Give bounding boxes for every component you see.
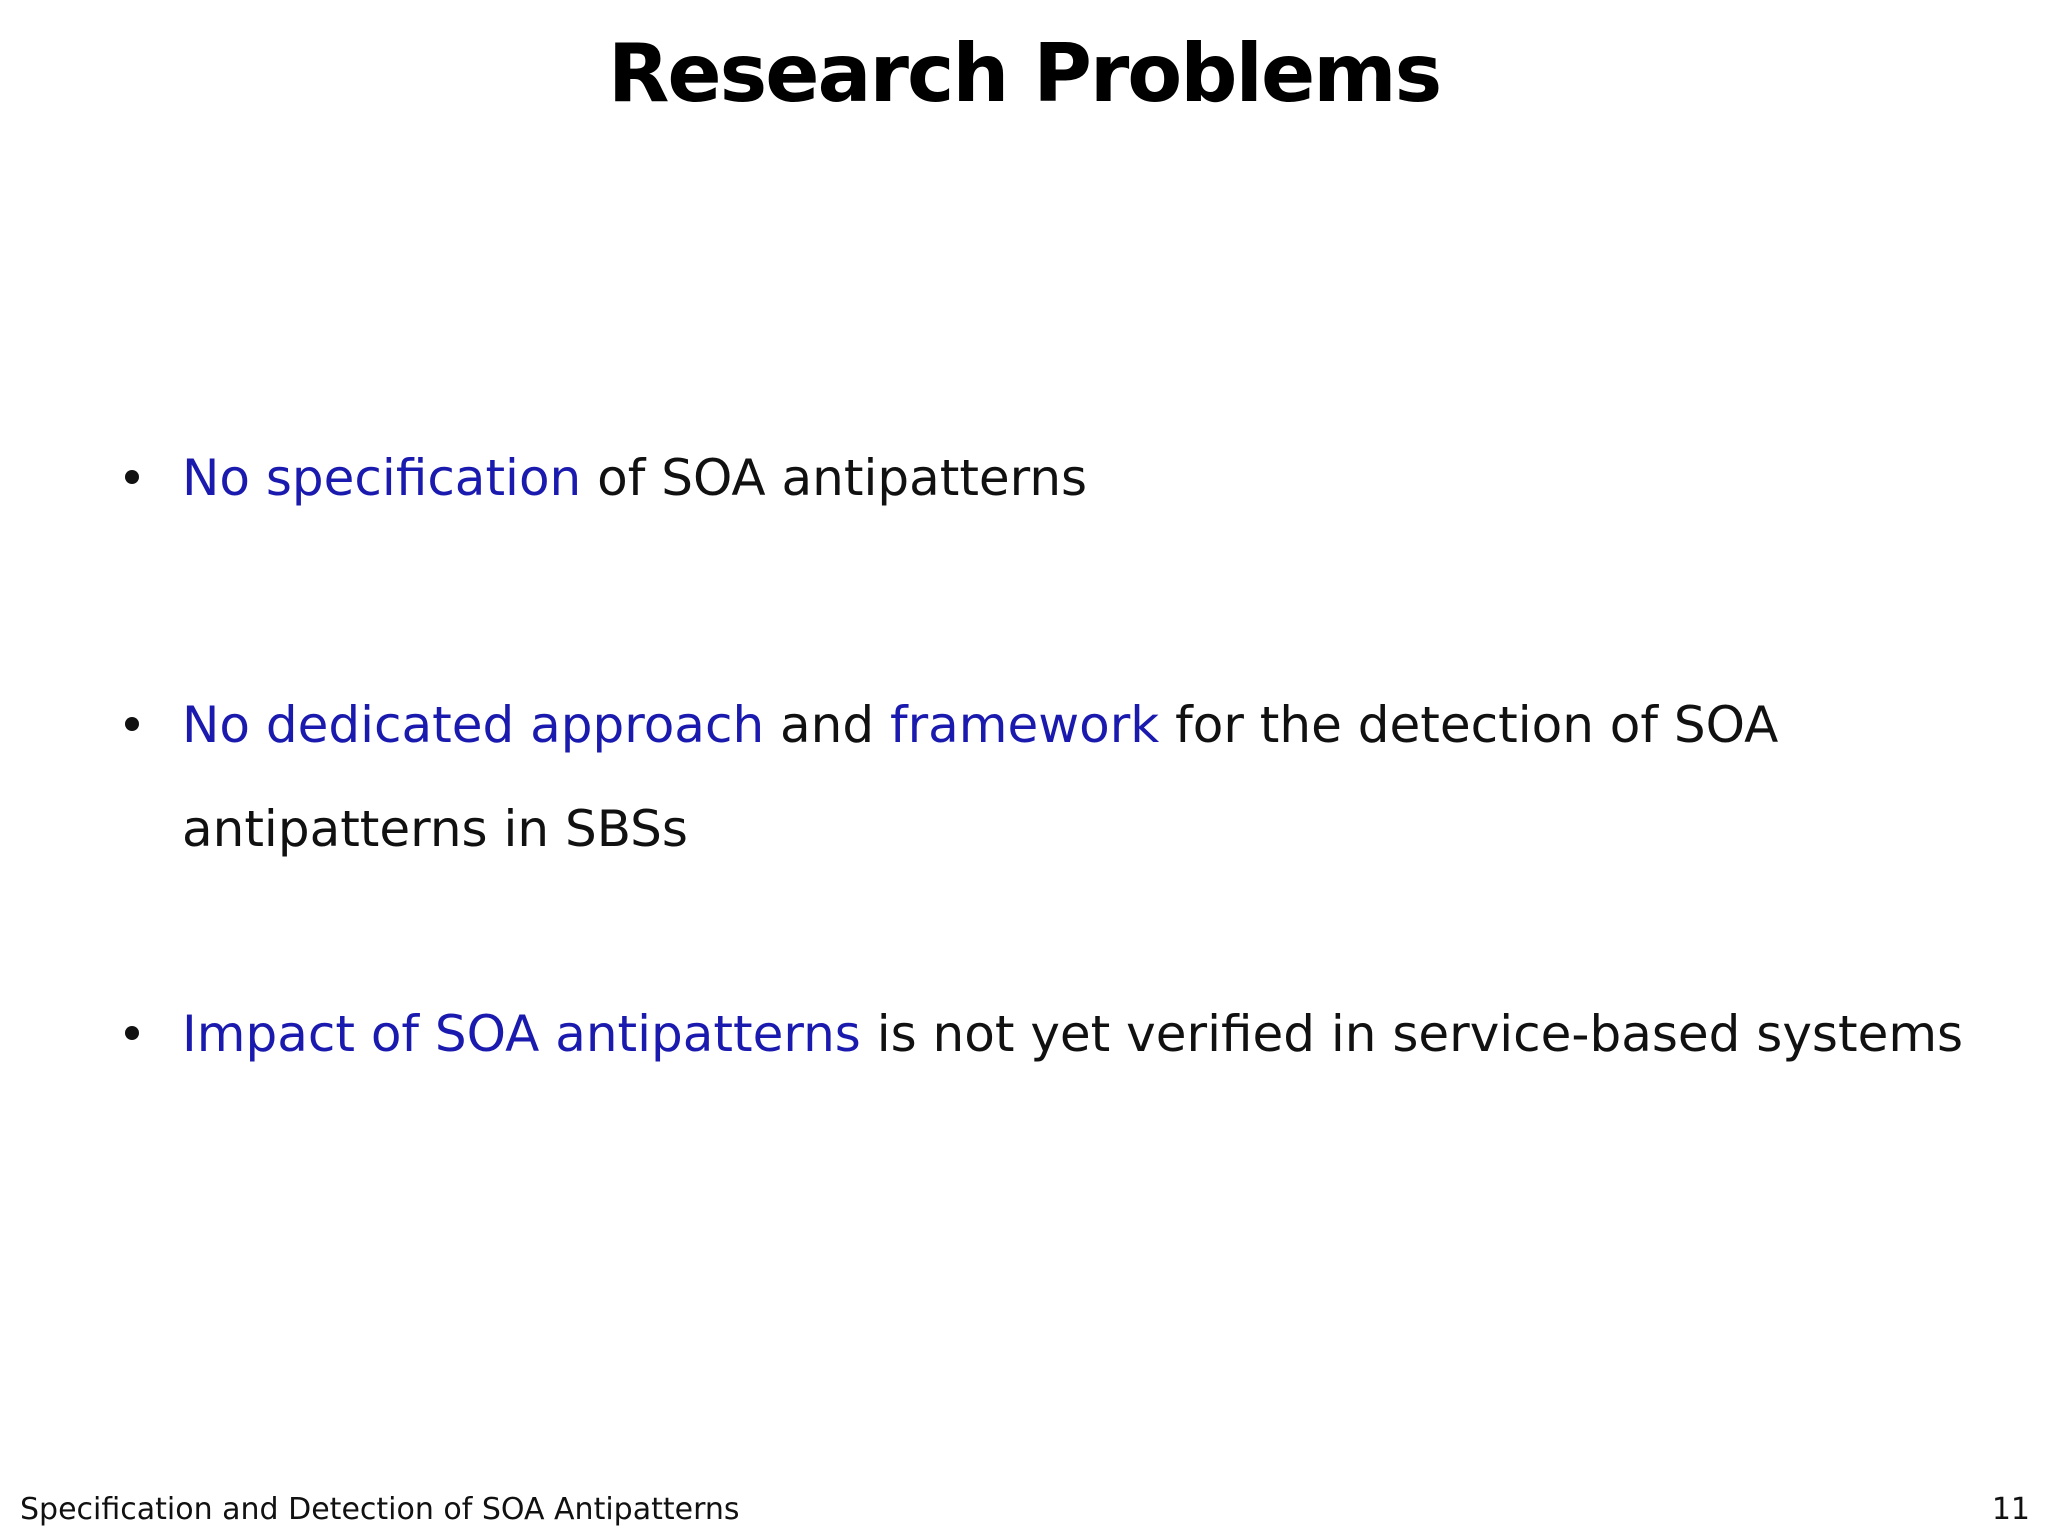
bullet-plain: is not yet verified in service-based systems <box>860 1005 1964 1063</box>
slide-title: Research Problems <box>607 27 1441 120</box>
bullet-highlight: framework <box>890 696 1160 754</box>
bullet-plain: for the detection of SOA <box>1159 696 1779 754</box>
bullet-dot-icon <box>125 1026 139 1040</box>
bullet-highlight: No specification <box>182 449 582 507</box>
bullet-dot-icon <box>125 470 139 484</box>
bullet-text <box>182 982 1982 1086</box>
bullet-highlight: No dedicated approach <box>182 696 765 754</box>
footer-page-number: 11 <box>1991 1492 2030 1527</box>
footer-presentation-title: Specification and Detection of SOA Antipatterns <box>20 1492 740 1527</box>
bullet-highlight: Impact of SOA antipatterns <box>182 1005 861 1063</box>
bullet-plain: of SOA antipatterns <box>581 449 1088 507</box>
bullet-continuation: antipatterns in SBSs <box>182 800 688 858</box>
bullet-dot-icon <box>125 717 139 731</box>
bullet-text <box>182 426 1982 530</box>
bullet-text <box>182 673 1982 881</box>
bullet-plain: and <box>764 696 890 754</box>
